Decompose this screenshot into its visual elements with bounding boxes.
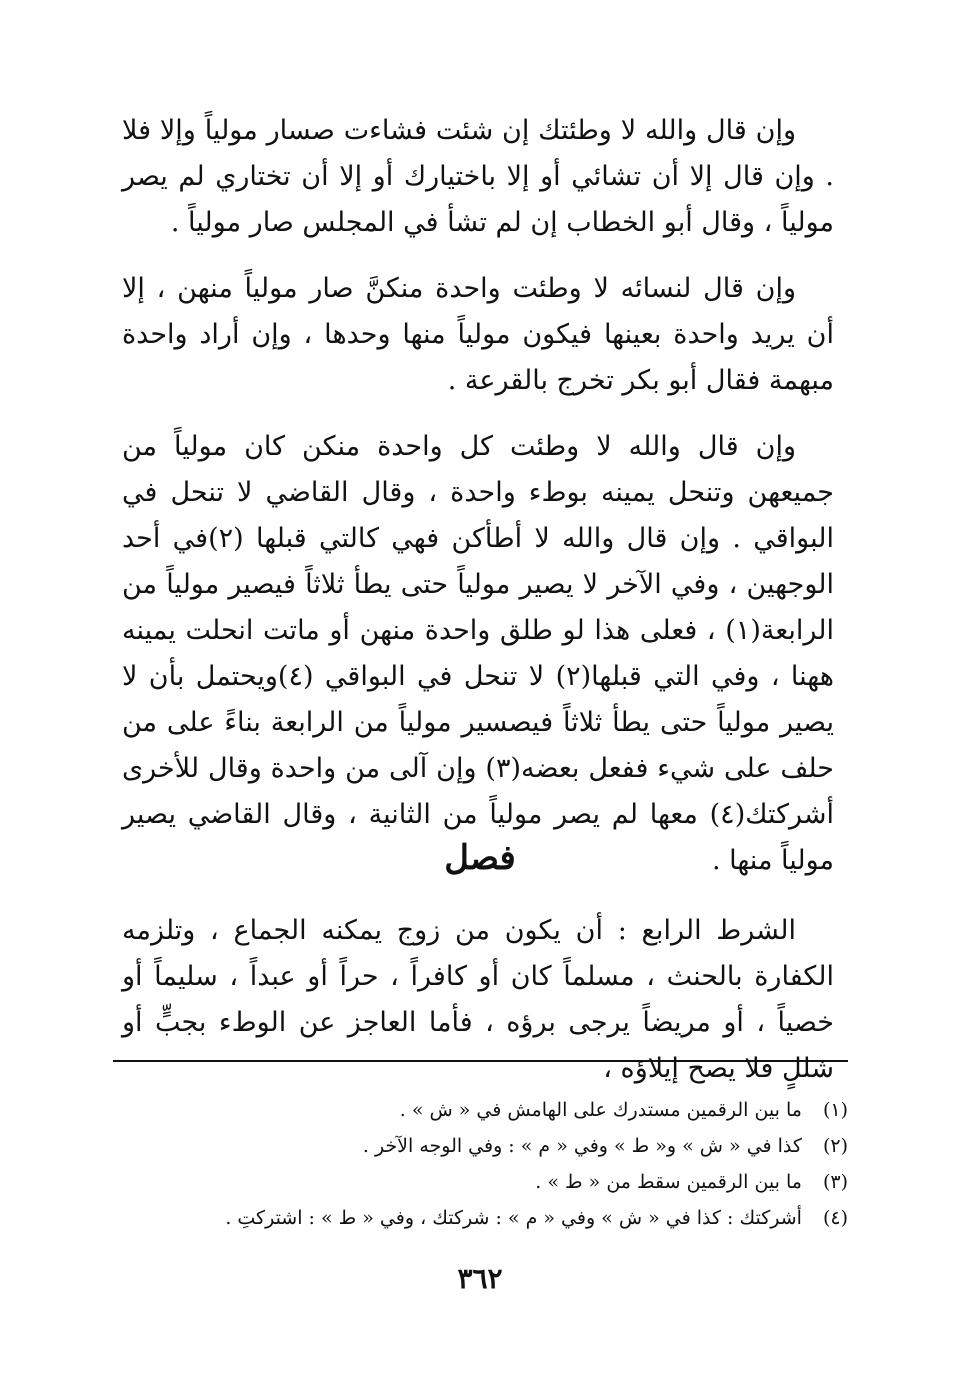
footnote-item	[113, 1128, 848, 1164]
footnote-text: ما بين الرقمين سقط من « ط » .	[535, 1171, 802, 1193]
footnote-text: كذا في « ش » و« ط » وفي « م » : وفي الوجه الآخر .	[362, 1135, 802, 1157]
footnote-number: (٤)	[822, 1207, 848, 1229]
paragraph-2: وإن قال لنسائه لا وطئت واحدة منكنَّ صار مولياً منهن ، إلا أن يريد واحدة بعينها فيكون مولياً منها وحدها ، وإن أراد واحدة مبهمة فقال أبو بكر تخرج بالقرعة .	[122, 273, 834, 396]
footnote-text: أشركتك : كذا في « ش » وفي « م » : شركتك ، وفي « ط » : اشتركتِ .	[225, 1207, 802, 1229]
section-paragraph: الشرط الرابع : أن يكون من زوج يمكنه الجماع ، وتلزمه الكفارة بالحنث ، مسلماً كان أو كافراً ، حراً أو عبداً ، سليماً أو خصياً ، أو مريضاً يرجى برؤه ، فأما العاجز عن الوطء بجبٍّ أو شللٍ فلا يصح إيلاؤه ،	[122, 915, 834, 1084]
footnote-item	[113, 1092, 848, 1128]
page-number: ٣٦٢	[457, 1262, 503, 1295]
footnote-text: ما بين الرقمين مستدرك على الهامش في « ش » .	[399, 1099, 802, 1121]
footnote-item	[113, 1164, 848, 1200]
footnote-number: (١)	[822, 1099, 848, 1121]
footnote-item	[113, 1200, 848, 1236]
footnote-separator	[113, 1060, 848, 1062]
main-text	[122, 108, 834, 884]
footnote-number: (٢)	[822, 1135, 848, 1157]
paragraph-3: وإن قال والله لا وطئت كل واحدة منكن كان مولياً من جميعهن وتنحل يمينه بوطء واحدة ، وقال القاضي لا تنحل في البواقي . وإن قال والله لا أطأكن فهي كالتي قبلها (٢)في أحد الوجهين ، وفي الآخر لا يصير مولياً حتى يطأ ثلاثاً فيصير مولياً من الرابعة(١) ، فعلى هذا لو طلق واحدة منهن أو ماتت انحلت يمينه ههنا ، وفي التي قبلها(٢) لا تنحل في البواقي (٤)ويحتمل بأن لا يصير مولياً حتى يطأ ثلاثاً فيصسير مولياً من الرابعة بناءً على من حلف على شيء ففعل بعضه(٣) وإن آلى من واحدة وقال للأخرى أشركتك(٤) معها لم يصر مولياً من الثانية ، وقال القاضي يصير مولياً منها .	[122, 431, 834, 876]
footnotes-list	[113, 1092, 848, 1236]
paragraph-1: وإن قال والله لا وطئتك إن شئت فشاءت صسار مولياً وإلا فلا . وإن قال إلا أن تشائي أو إلا باختيارك أو إلا أن تختاري لم يصر مولياً ، وقال أبو الخطاب إن لم تشأ في المجلس صار مولياً .	[122, 115, 834, 238]
section-heading: فصل	[444, 838, 516, 878]
footnote-number: (٣)	[822, 1171, 848, 1193]
